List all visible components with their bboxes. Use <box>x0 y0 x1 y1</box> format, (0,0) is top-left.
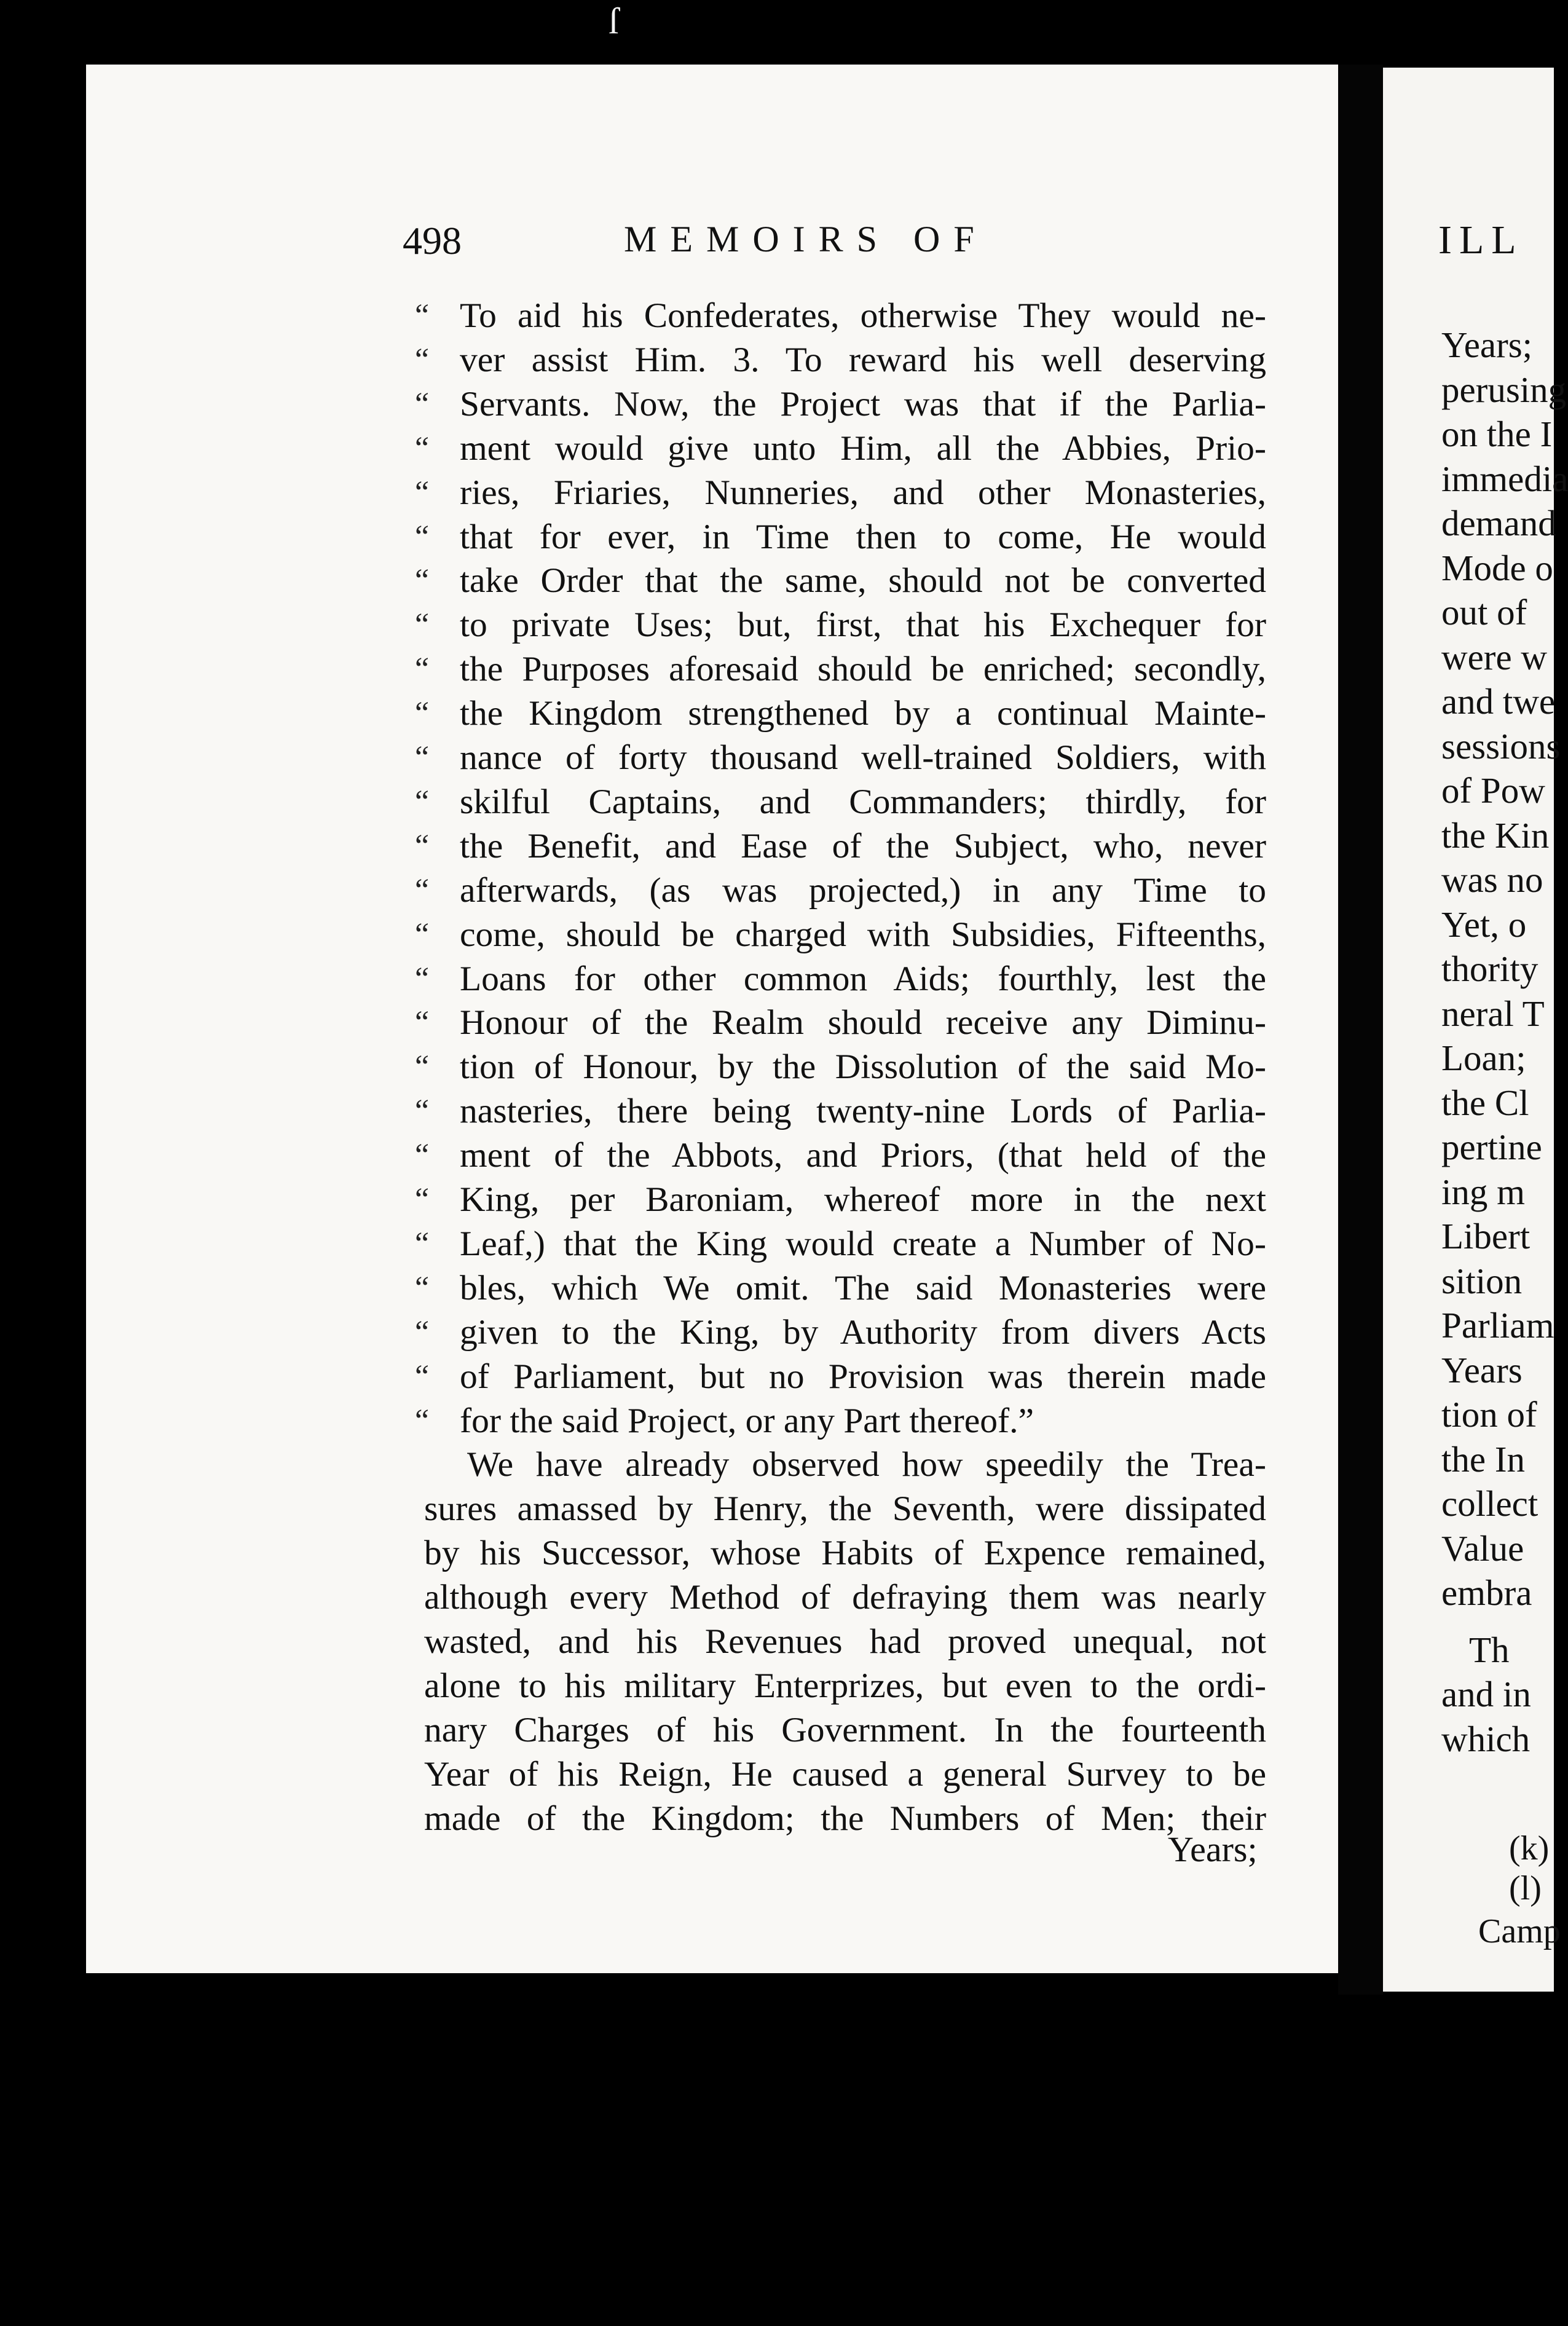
quote-mark: “ <box>415 1182 430 1217</box>
right-text-line: of Pow <box>1441 770 1545 811</box>
text-line: to private Uses; but, first, that his Exchequer for <box>460 605 1266 645</box>
text-line: afterwards, (as was projected,) in any Time to <box>460 870 1266 910</box>
scan-edge-mark: ſ <box>609 1 619 41</box>
text-line: King, per Baroniam, whereof more in the next <box>460 1180 1266 1219</box>
text-line: ment would give unto Him, all the Abbies, Prio- <box>460 428 1266 468</box>
right-text-line: Yet, o <box>1441 904 1527 945</box>
quote-mark: “ <box>415 740 430 775</box>
quote-mark: “ <box>415 386 430 422</box>
quote-mark: “ <box>415 1358 430 1394</box>
right-text-line: Libert <box>1441 1216 1531 1256</box>
right-text-line: embra <box>1441 1572 1532 1613</box>
right-text-line: thority <box>1441 948 1538 989</box>
text-line: ries, Friaries, Nunneries, and other Monasteries, <box>460 473 1266 512</box>
right-text-line: were w <box>1441 636 1547 677</box>
right-text-line: collect <box>1441 1483 1538 1524</box>
text-line: bles, which We omit. The said Monasteries were <box>460 1268 1266 1307</box>
right-text-line: tion of <box>1441 1394 1537 1435</box>
right-footnote-k: (k) <box>1509 1829 1550 1867</box>
text-line: nance of forty thousand well-trained Soldiers, with <box>460 738 1266 777</box>
quote-mark: “ <box>415 784 430 819</box>
right-running-title: ILL <box>1438 218 1524 262</box>
text-line: We have already observed how speedily the Trea- <box>467 1445 1266 1484</box>
right-text-line: Parliam <box>1441 1305 1554 1346</box>
right-text-line: Years <box>1441 1349 1523 1390</box>
right-text-line: Value <box>1441 1528 1524 1569</box>
text-line: for the said Project, or any Part thereof.” <box>460 1401 1034 1440</box>
right-text-line: which <box>1441 1718 1531 1759</box>
right-text-line: neral T <box>1441 993 1545 1034</box>
quote-mark: “ <box>415 1226 430 1261</box>
right-text-line: ing m <box>1441 1171 1526 1212</box>
quote-mark: “ <box>415 563 430 599</box>
right-text-line: perusing <box>1441 369 1567 410</box>
right-footnote-camp: Camp <box>1478 1912 1561 1950</box>
right-text-line: sition <box>1441 1260 1523 1301</box>
text-line: tion of Honour, by the Dissolution of the said Mo- <box>460 1047 1266 1087</box>
text-line: that for ever, in Time then to come, He would <box>460 517 1266 556</box>
quote-mark: “ <box>415 652 430 687</box>
text-line: nasteries, there being twenty-nine Lords of Parlia- <box>460 1092 1266 1131</box>
right-text-line: and twe <box>1441 681 1556 722</box>
text-line: To aid his Confederates, otherwise They would ne- <box>460 296 1266 335</box>
quote-mark: “ <box>415 298 430 333</box>
text-line: ver assist Him. 3. To reward his well deserving <box>460 340 1266 379</box>
text-line: take Order that the same, should not be converted <box>460 561 1266 601</box>
right-text-line: the Cl <box>1441 1082 1529 1123</box>
text-line: Leaf,) that the King would create a Number of No- <box>460 1224 1266 1263</box>
text-line: given to the King, by Authority from divers Acts <box>460 1312 1266 1352</box>
right-text-line: on the I <box>1441 414 1553 454</box>
right-footnote-l: (l) <box>1509 1869 1542 1907</box>
quote-mark: “ <box>415 1270 430 1306</box>
quote-mark: “ <box>415 1403 430 1438</box>
left-page-header <box>403 218 988 264</box>
text-line: by his Successor, whose Habits of Expence remained, <box>424 1534 1266 1573</box>
text-line: Loans for other common Aids; fourthly, lest the <box>460 959 1266 998</box>
right-text-line: the Kin <box>1441 814 1550 856</box>
right-text-line: Mode o <box>1441 547 1553 588</box>
right-text-line: immedia <box>1441 458 1568 499</box>
right-text-line: Th <box>1469 1629 1510 1670</box>
text-line: the Benefit, and Ease of the Subject, who, never <box>460 826 1266 865</box>
quote-mark: “ <box>415 430 430 466</box>
text-line: wasted, and his Revenues had proved unequal, not <box>424 1622 1266 1661</box>
text-line: nary Charges of his Government. In the fourteenth <box>424 1710 1266 1749</box>
quote-mark: “ <box>415 961 430 996</box>
catchword: Years; <box>1168 1829 1258 1869</box>
right-text-line: was no <box>1441 859 1543 900</box>
right-text-line: Years; <box>1441 325 1533 365</box>
text-line: Servants. Now, the Project was that if the Parlia- <box>460 384 1266 424</box>
right-text-line: and in <box>1441 1674 1531 1714</box>
page-number: 498 <box>403 219 462 262</box>
text-line: of Parliament, but no Provision was therein made <box>460 1357 1266 1396</box>
text-line: Year of his Reign, He caused a general Survey to be <box>424 1754 1266 1794</box>
text-line: come, should be charged with Subsidies, Fifteenths, <box>460 915 1266 954</box>
quote-mark: “ <box>415 696 430 731</box>
quote-mark: “ <box>415 607 430 643</box>
text-line: the Purposes aforesaid should be enriched; secondly, <box>460 650 1266 689</box>
text-line: alone to his military Enterprizes, but even to the ordi- <box>424 1666 1266 1705</box>
running-title: MEMOIRS OF <box>624 219 988 259</box>
right-text-line: Loan; <box>1441 1038 1526 1078</box>
book-gutter <box>1338 65 1383 1995</box>
right-text-line: demand <box>1441 503 1556 543</box>
text-line: skilful Captains, and Commanders; thirdly, for <box>460 782 1266 821</box>
quote-mark: “ <box>415 1094 430 1129</box>
quote-mark: “ <box>415 1138 430 1173</box>
text-line: although every Method of defraying them was nearly <box>424 1578 1266 1617</box>
text-line: sures amassed by Henry, the Seventh, were dissipated <box>424 1489 1266 1529</box>
quote-mark: “ <box>415 872 430 908</box>
quote-mark: “ <box>415 342 430 377</box>
right-text-line: out of <box>1441 592 1527 633</box>
text-line: Honour of the Realm should receive any Diminu- <box>460 1003 1266 1043</box>
right-text-line: the In <box>1441 1438 1525 1480</box>
quote-mark: “ <box>415 828 430 864</box>
quote-mark: “ <box>415 519 430 554</box>
quote-mark: “ <box>415 475 430 510</box>
quote-mark: “ <box>415 1049 430 1085</box>
quote-mark: “ <box>415 917 430 952</box>
text-line: made of the Kingdom; the Numbers of Men; their <box>424 1799 1266 1838</box>
text-line: ment of the Abbots, and Priors, (that held of the <box>460 1136 1266 1175</box>
quote-mark: “ <box>415 1314 430 1350</box>
quote-mark: “ <box>415 1005 430 1041</box>
right-text-line: sessions <box>1441 725 1561 767</box>
text-line: the Kingdom strengthened by a continual Mainte- <box>460 694 1266 733</box>
right-text-line: pertine <box>1441 1127 1542 1167</box>
